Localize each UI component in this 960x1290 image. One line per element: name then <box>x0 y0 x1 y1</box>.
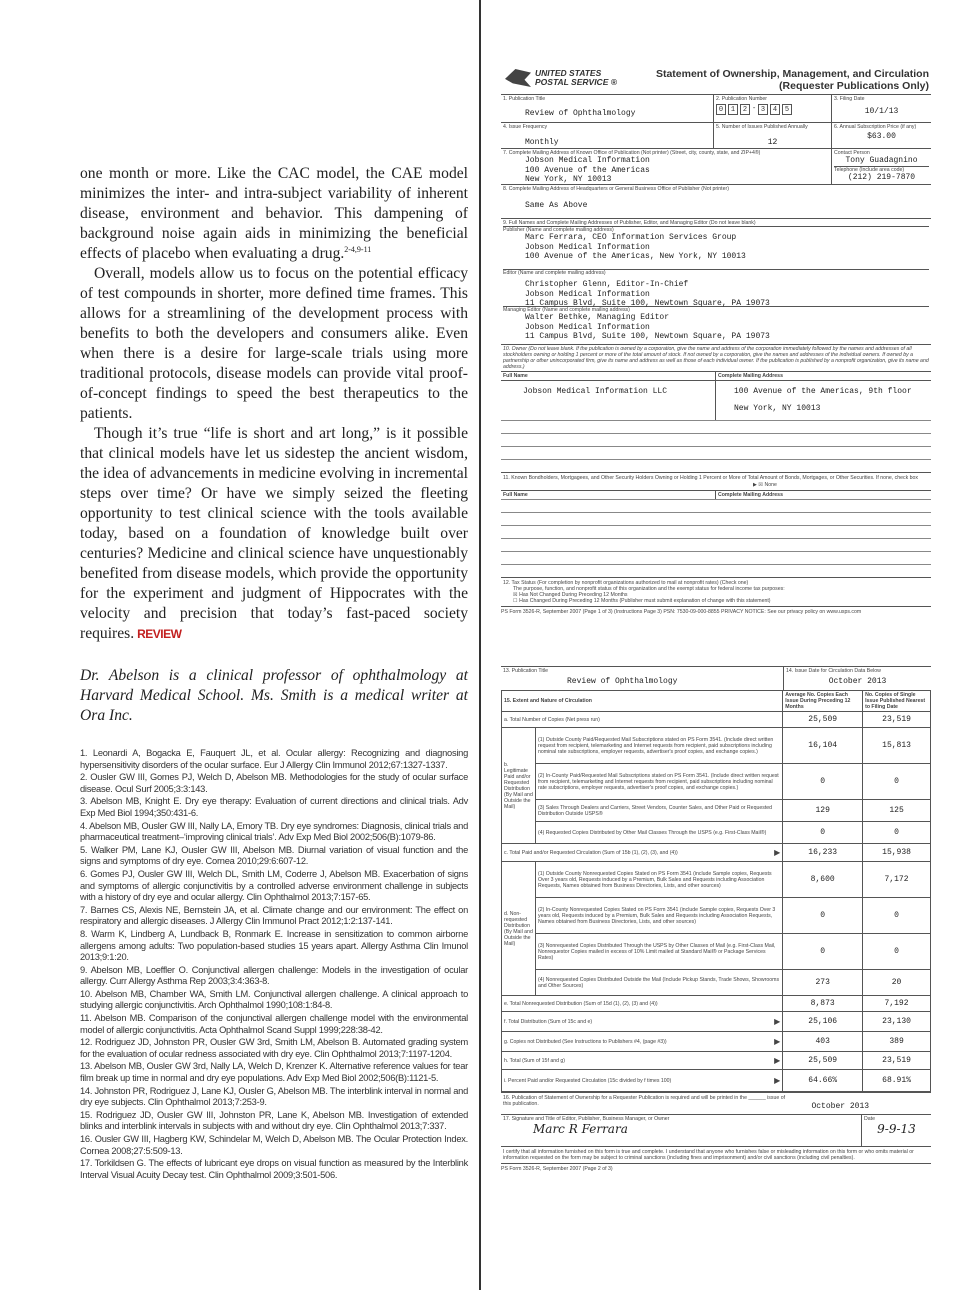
publication-number-digit: 5 <box>782 104 792 115</box>
circulation-value-single: 15,938 <box>863 844 931 862</box>
usps-logo: UNITED STATES POSTAL SERVICE ® <box>505 69 617 87</box>
circulation-row: f. Total Distribution (Sum of 15c and e) ▶ 25,106 23,130 <box>502 1012 931 1032</box>
signature-date: 9-9-13 <box>877 1122 916 1136</box>
circulation-value-single: 15,813 <box>863 728 931 764</box>
address-line: Jobson Medical Information <box>525 322 650 332</box>
publication-issue-value: October 2013 <box>811 1102 870 1111</box>
publication-number-digit: 2 <box>740 104 750 115</box>
address-line: Jobson Medical Information <box>525 289 650 299</box>
circulation-row: e. Total Nonrequested Distribution (Sum of 15d (1), (2), (3) and (4)) 8,873 7,192 <box>502 996 931 1012</box>
publication-number-digit: - <box>752 105 757 113</box>
circulation-value-single: 0 <box>863 898 931 934</box>
circulation-table: 15. Extent and Nature of Circulation Average No. Copies Each Issue During Preceding 12 Months No. Copies of Single Issue Published Nearest to Filing Date a. Total Number of Copies (Net press run) 25,509 23,519 b. Legitimate Paid and/or Requested Distribution (By Mail and Outside the Mail) (1) Outside County Paid/Requested Mail Subscriptions stated on PS Form 3541. (Include direct written request from recipient, telemarketing and Internet requests from recipient, paid subscriptions including nominal rate subscriptions, employer requests, advertiser's proof copies, and exchange copies.) 16,104 15,813 (2) In-County Paid/Requested Mail Subscriptions stated on PS Form 3541. (Include direct written request from recipient, telemarketing and Internet requests from recipient, paid subscriptions including nominal rate subscriptions, employer requests, advertiser's proof copies, and exchange copies.) 0 0 (3) Sales Through Dealers and Carriers, Street Vendors, Counter Sales, and Other Paid or Requested Distribution Outside USPS® 129 125 (4) Requested Copies Distributed by Other Mail Classes Through the USPS (e.g. First-Class Mail®) 0 0 c. Total Paid and/or Requested Circulation (Sum of 15b (1), (2), (3), and (4)) ▶ 16,233 15,938 d. Non-requested Distribution (By Mail and Outside the Mail) (1) Outside County Nonrequested Copies Stated on PS Form 3541 (include Sample copies, Requests Over 3 years old, Requests induced by a Premium, Bulk Sales and Requests including Association Requests, Names obtained from Business Directories, Lists, and other sources) 8,600 7,172 (2) In-County Nonrequested Copies Stated on PS Form 3541 (include Sample copies, Requests Over 3 years old, Requests induced by a Premium, Bulk Sales and Requests including Association Requests, Names obtained from Business Directories, Lists, and other sources) 0 0 (3) Nonrequested Copies Distributed Through the USPS by Other Classes of Mail (e.g. First-Class Mail, Nonrequestor Copies mailed in excess of 10% Limit mailed at Standard Mail® or Package Services Rates) 0 0 (4) Nonrequested Copies Distributed Outside the Mail (Include Pickup Stands, Trade Shows, Showrooms and Other Sources) 273 20 e. Total Nonrequested Distribution (Sum of 15d (1), (2), (3) and (4)) 8,873 7,192 f. Total Distribution (Sum of 15c and e) ▶ 25,106 23,130 g. Copies not Distributed (See Instructions to Publishers #4, (page #3)) ▶ 403 389 h. Total (Sum of 15f and g) ▶ 25,509 23,519 i. Percent Paid and/or Requested Circulation (15c divided by f times 100) ▶ 64.66% 68.91% <box>501 690 931 1092</box>
reference-item: 8. Warm K, Lindberg A, Lundback B, Ronmark E. Increase in sensitization to common airborne allergens among adults: Two population-based studies 15 years apart. Allergy Asthma Clin Imunol 2013;9:1:20. <box>80 928 468 963</box>
circulation-value-single: 7,192 <box>863 996 931 1012</box>
circulation-value-single: 0 <box>863 764 931 800</box>
arrow-icon: ▶ <box>774 1075 781 1085</box>
address-line: 11 Campus Blvd, Suite 100, Newtown Square, PA 19073 <box>525 299 770 308</box>
circulation-row: (4) Requested Copies Distributed by Other Mail Classes Through the USPS (e.g. First-Class Mail®) 0 0 <box>502 822 931 844</box>
circulation-value-avg: 8,600 <box>783 862 863 898</box>
reference-item: 1. Leonardi A, Bogacka E, Fauquert JL, et al. Ocular allergy: Recognizing and diagnosing hypersensitivity disorders of the ocular surface. Eur J Allergy Clin Immunol 2012;67:1327-1337. <box>80 748 468 770</box>
form-footer-2: PS Form 3526-R, September 2007 (Page 2 of 3) <box>501 1166 613 1172</box>
citation-superscript: 2-4,9-11 <box>344 244 372 254</box>
address-line: Marc Ferrara, CEO Information Services Group <box>525 233 737 242</box>
reference-item: 13. Abelson MB, Ousler GW 3rd, Nally LA, Welch D, Krenzer K. Alternative reference values for tear film break up time in normal and dry eye populations. Adv Exp Med Biol 2002;506(B):1121-5. <box>80 1061 468 1084</box>
circulation-value-avg: 16,104 <box>783 728 863 764</box>
publication-title-value: Review of Ophthalmology <box>525 109 636 118</box>
signature: Marc R Ferrara <box>533 1122 628 1136</box>
reference-item: 6. Gomes PJ, Ousler GW III, Welch DL, Smith LM, Coderre J, Abelson MB. Exacerbation of signs and symptoms of allergic conjunctivitis by a controlled adverse environment challenge in subjects with a history of dry eye and ocular allergy. Clin Ophthalmol 2013;7:157-65. <box>80 868 468 903</box>
circulation-value-avg: 16,233 <box>783 844 863 862</box>
circulation-value-avg: 273 <box>783 970 863 996</box>
circulation-value-avg: 8,873 <box>783 996 863 1012</box>
publication-number-digit: 0 <box>716 104 726 115</box>
article-column <box>80 164 468 1182</box>
circulation-value-avg: 0 <box>783 764 863 800</box>
circulation-row: (2) In-County Paid/Requested Mail Subscriptions stated on PS Form 3541. (Include direct written request from recipient, telemarketing and Internet requests from recipient, paid subscriptions including nominal rate subscriptions, employer requests, advertiser's proof copies, and exchange copies.) 0 0 <box>502 764 931 800</box>
circulation-value-single: 389 <box>863 1032 931 1052</box>
circulation-value-single: 23,519 <box>863 712 931 728</box>
reference-item: 2. Ousler GW III, Gomes PJ, Welch D, Abelson MB. Methodologies for the study of ocular surface disease. Ocul Surf 2005;3:3:143. <box>80 772 468 794</box>
circulation-value-single: 0 <box>863 822 931 844</box>
reference-item: 12. Rodriguez JD, Johnston PR, Ousler GW 3rd, Smith LM, Abelson B. Automated grading system for the evaluation of ocular redness associated with dry eye. Clin Ophthalmol 2013;7:1197-1204. <box>80 1037 468 1059</box>
circulation-row: c. Total Paid and/or Requested Circulation (Sum of 15b (1), (2), (3), and (4)) ▶ 16,233 15,938 <box>502 844 931 862</box>
circulation-row: (3) Sales Through Dealers and Carriers, Street Vendors, Counter Sales, and Other Paid or Requested Distribution Outside USPS® 129 125 <box>502 800 931 822</box>
eagle-icon <box>505 69 531 87</box>
circulation-value-avg: 64.66% <box>783 1070 863 1092</box>
arrow-icon: ▶ <box>774 1036 781 1046</box>
circulation-value-avg: 25,106 <box>783 1012 863 1032</box>
publication-number-digit: 1 <box>728 104 738 115</box>
address-line: Jobson Medical Information <box>525 156 650 165</box>
address-line: New York, NY 10013 <box>525 175 612 184</box>
owner-name: Jobson Medical Information LLC <box>523 387 668 396</box>
circulation-value-avg: 0 <box>783 898 863 934</box>
circulation-value-single: 125 <box>863 800 931 822</box>
circulation-value-single: 7,172 <box>863 862 931 898</box>
form-title: Statement of Ownership, Management, and Circulation (Requester Publications Only) <box>655 68 929 92</box>
circulation-value-avg: 403 <box>783 1032 863 1052</box>
reference-item: 17. Torkildsen G. The effects of lubricant eye drops on visual function as measured by the Interblink Interval Visual Acuity Decay test. Clin Ophthalmol 2009;3:501-506. <box>80 1158 468 1180</box>
circulation-row: (4) Nonrequested Copies Distributed Outside the Mail (Include Pickup Stands, Trade Shows, Showrooms and Other Sources) 273 20 <box>502 970 931 996</box>
reference-item: 3. Abelson MB, Knight E. Dry eye therapy: Evaluation of current directions and clinical trials. Adv Exp Med Biol 1994;350:431-6. <box>80 796 468 818</box>
reference-item: 7. Barnes CS, Alexis NE, Bernstein JA, et al. Climate change and our environment: The effect on respiratory and allergic diseases. J Allergy Clin Immunol Pract 2012;1:2:137-141. <box>80 904 468 927</box>
paragraph-1: one month or more. Like the CAC model, the CAE model minimizes the inter- and intra-subject variability of inherent disease, environment and behavior. This dampening of background noise again aids in minimizing the beneficial effects of placebo when evaluating a drug.$^{2-4,9-11}$ <box>80 165 468 262</box>
paragraph-3: Though it’s true “life is short and art long,” is it possible that clinical models have let us sidestep the ancient wisdom, the idea of advancements in medicine evolving in incremental steps over time? Or have we simply seized the fleeting opportunity to test clinical science with the tools available today, based on a foundation of knowledge built over centuries? Medicine and clinical science have unquestionably benefited from disease models, which provide the opportunity for the experiment and judgment of Hippocrates with the velocity and precision that today’s fast-paced society requires. REVIEW <box>80 425 468 642</box>
circulation-value-single: 23,519 <box>863 1052 931 1070</box>
tax-status-option-1: ☒ Has Not Changed During Preceding 12 Months <box>513 592 628 598</box>
circulation-row: (2) In-County Nonrequested Copies Stated on PS Form 3541 (include Sample copies, Requests Over 3 years old, Requests induced by a Premium, Bulk Sales and Requests including Association Requests, Names obtained from Business Directories, Lists, and other sources) 0 0 <box>502 898 931 934</box>
form-footer: PS Form 3526-R, September 2007 (Page 1 of 3) (Instructions Page 3) PSN: 7530-09-000-8855 PRIVACY NOTICE: See our privacy policy on www.usps.com <box>501 609 862 615</box>
reference-item: 11. Abelson MB. Comparison of the conjunctival allergen challenge model with the environmental model of allergic conjunctivitis. Acta Ophthalmol Scand Suppl 1999;228:38-42. <box>80 1013 468 1035</box>
circulation-row: i. Percent Paid and/or Requested Circulation (15c divided by f times 100) ▶ 64.66% 68.91% <box>502 1070 931 1092</box>
address-line: 100 Avenue of the Americas, New York, NY 10013 <box>525 252 746 261</box>
publication-number-boxes <box>716 104 829 115</box>
reference-item: 5. Walker PM, Lane KJ, Ousler GW III, Abelson MB. Diurnal variation of visual function and the signs and symptoms of dry eye. Cornea 2010;29:6:607-12. <box>80 844 468 867</box>
circulation-value-avg: 129 <box>783 800 863 822</box>
ownership-statement-page-2: 13. Publication Title Review of Ophthalmology 14. Issue Date for Circulation Data Below October 2013 15. Extent and Nature of Circulation Average No. Copies Each Issue During Preceding 12 Months No. Copies of Single Issue Published Nearest to Filing Date a. Total Number of Copies (Net press run) 25,509 23,519 b. Legitimate Paid and/or Requested Distribution (By Mail and Outside the Mail) (1) Outside County Paid/Requested Mail Subscriptions stated on PS Form 3541. (Include direct written request from recipient, telemarketing and Internet requests from recipient, paid subscriptions including nominal rate subscriptions, employer requests, advertiser's proof copies, and exchange copies.) 16,104 15,813 (2) In-County Paid/Requested Mail Subscriptions stated on PS Form 3541. (Include direct written request from recipient, telemarketing and Internet requests from recipient, paid subscriptions including nominal rate subscriptions, employer requests, advertiser's proof copies, and exchange copies.) 0 0 (3) Sales Through Dealers and Carriers, Street Vendors, Counter Sales, and Other Paid or Requested Distribution Outside USPS® 129 125 (4) Requested Copies Distributed by Other Mail Classes Through the USPS (e.g. First-Class Mail®) 0 0 c. Total Paid and/or Requested Circulation (Sum of 15b (1), (2), (3), and (4)) ▶ 16,233 15,938 d. Non-requested Distribution (By Mail and Outside the Mail) (1) Outside County Nonrequested Copies Stated on PS Form 3541 (include Sample copies, Requests Over 3 years old, Requests induced by a Premium, Bulk Sales and Requests including Association Requests, Names obtained from Business Directories, Lists, and other sources) 8,600 7,172 (2) In-County Nonrequested Copies Stated on PS Form 3541 (include Sample copies, Requests Over 3 years old, Requests induced by a Premium, Bulk Sales and Requests including Association Requests, Names obtained from Business Directories, Lists, and other sources) 0 0 (3) Nonrequested Copies Distributed Through the USPS by Other Classes of Mail (e.g. First-Class Mail, Nonrequestor Copies mailed in excess of 10% Limit mailed at Standard Mail® or Package Services Rates) 0 0 (4) Nonrequested Copies Distributed Outside the Mail (Include Pickup Stands, Trade Shows, Showrooms and Other Sources) 273 20 e. Total Nonrequested Distribution (Sum of 15d (1), (2), (3) and (4)) 8,873 7,192 f. Total Distribution (Sum of 15c and e) ▶ 25,106 23,130 g. Copies not Distributed (See Instructions to Publishers #4, (page #3)) ▶ 403 389 h. Total (Sum of 15f and g) ▶ 25,509 23,519 i. Percent Paid and/or Requested Circulation (15c divided by f times 100) ▶ 64.66% 68.91% 16. Publication of Statement of Ownership for a Requester Publication is required and will be printed in the ______ issue of this publication. October 2013 17. Signature and Title of Editor, Publisher, Business Manager, or Owner Marc R Ferrara Date 9-9-13 I certify that all information furnished on this form is true and complete. I understand that anyone who furnishes false or misleading information on this form or who omits material or information requested on the form may be subject to criminal sanctions (including fines and imprisonment) and/or civil sanctions (including civil penalties). PS Form 3526-R, September 2007 (Page 2 of 3) <box>501 666 931 1236</box>
address-line: 11 Campus Blvd, Suite 100, Newtown Square, PA 19073 <box>525 332 770 341</box>
circulation-value-single: 0 <box>863 934 931 970</box>
arrow-icon: ▶ <box>774 1055 781 1065</box>
circulation-value-avg: 0 <box>783 934 863 970</box>
address-line: Walter Bethke, Managing Editor <box>525 313 670 322</box>
reference-item: 10. Abelson MB, Chamber WA, Smith LM. Conjunctival allergen challenge. A clinical approach to studying allergic conjunctivitis. Arch Ophthalmol 1990;108:1:84-8. <box>80 988 468 1011</box>
circulation-row: b. Legitimate Paid and/or Requested Distribution (By Mail and Outside the Mail) (1) Outside County Paid/Requested Mail Subscriptions stated on PS Form 3541. (Include direct written request from recipient, telemarketing and Internet requests from recipient, paid subscriptions including nominal rate subscriptions, employer requests, advertiser's proof copies, and exchange copies.) 16,104 15,813 <box>502 728 931 764</box>
reference-list <box>80 748 468 1181</box>
reference-item: 9. Abelson MB, Loeffler O. Conjunctival allergen challenge: Models in the investigation of ocular allergy. Curr Allergy Asthma Rep 2003;3:4:363-8. <box>80 964 468 987</box>
circulation-value-single: 68.91% <box>863 1070 931 1092</box>
circulation-row: (3) Nonrequested Copies Distributed Through the USPS by Other Classes of Mail (e.g. First-Class Mail, Nonrequestor Copies mailed in excess of 10% Limit mailed at Standard Mail® or Package Services Rates) 0 0 <box>502 934 931 970</box>
reference-item: 16. Ousler GW III, Hagberg KW, Schindelar M, Welch D, Abelson MB. The Ocular Protection Index. Cornea 2008;27:5:509-13. <box>80 1134 468 1156</box>
arrow-icon: ▶ <box>774 847 781 857</box>
circulation-row: a. Total Number of Copies (Net press run) 25,509 23,519 <box>502 712 931 728</box>
reference-item: 14. Johnston PR, Rodriguez J, Lane KJ, Ousler G, Abelson MB. The interblink interval in normal and dry eye subjects. Clin Ophthalmol 2013;7:253-9. <box>80 1085 468 1108</box>
column-divider <box>479 0 481 1290</box>
circulation-value-avg: 25,509 <box>783 712 863 728</box>
reference-item: 4. Abelson MB, Ousler GW III, Nally LA, Emory TB. Dry eye syndromes: Diagnosis, clinical trials and pharmaceutical treatment–‘improving clinical trials’. Adv Exp Med Biol 2002;506(B):1079-86. <box>80 820 468 843</box>
ownership-statement-page-1: UNITED STATES POSTAL SERVICE ® Statement of Ownership, Management, and Circulation (Requester Publications Only) 1. Publication Title Review of Ophthalmology 2. Publication Number 0 1 2 - 3 4 5 3. Filing Date 10/1/13 4. Issue Frequency Monthly 5. Number of Issues Published Annually 12 6. Annual Subscription Price (if any) $63.00 7. Complete Mailing Address of Known Office of Publication (Not printer) (Street, city, county, state, and ZIP+4®) Jobson Medical Information 100 Avenue of the Americas New York, NY 10013 Contact Person Tony Guadagnino Telephone (Include area code) (212) 219-7870 8. Complete Mailing Address of Headquarters or General Business Office of Publisher (Not printer) Same As Above 9. Full Names and Complete Mailing Addresses of Publisher, Editor, and Managing Editor (Do not leave blank) Publisher (Name and complete mailing address) Marc Ferrara, CEO Information Services Group Jobson Medical Information 100 Avenue of the Americas, New York, NY 10013 Editor (Name and complete mailing address) Christopher Glenn, Editor-In-Chief Jobson Medical Information 11 Campus Blvd, Suite 100, Newtown Square, PA 19073 Managing Editor (Name and complete mailing address) Walter Bethke, Managing Editor Jobson Medical Information 11 Campus Blvd, Suite 100, Newtown Square, PA 19073 10. Owner (Do not leave blank. If the publication is owned by a corporation, give the name and address of the corporation immediately followed by the names and addresses of all stockholders owning or holding 1 percent or more of the total amount of stock. If not owned by a corporation, give the names and addresses of the individual owners. If owned by a partnership or other unincorporated firm, give its name and address as well as those of each individual owner. If the publication is published by a nonprofit organization, give its name and address.) Full Name Complete Mailing Address Jobson Medical Information LLC 100 Avenue of the Americas, 9th floor New York, NY 10013 11. Known Bondholders, Mortgagees, and Other Security Holders Owning or Holding 1 Percent or More of Total Amount of Bonds, Mortgages, or Other Securities. If none, check box ▶ ☒ None Full Name Complete Mailing Address 12. Tax Status (For completion by nonprofit organizations authorized to mail at nonprofit rates) (Check one) The purpose, function, and nonprofit status of this organization and the exempt status for federal income tax purposes: ☒ Has Not Changed During Preceding 12 Months ☐ Has Changed During Preceding 12 Months (Publisher must submit explanation of change with this statement) PS Form 3526-R, September 2007 (Page 1 of 3) (Instructions Page 3) PSN: 7530-09-000-8855 PRIVACY NOTICE: See our privacy policy on www.usps.com <box>501 68 929 615</box>
author-bio: Dr. Abelson is a clinical professor of ophthalmology at Harvard Medical School. Ms. Smith is a medical writer at Ora Inc. <box>80 667 468 724</box>
circulation-value-avg: 25,509 <box>783 1052 863 1070</box>
address-line: Jobson Medical Information <box>525 242 650 252</box>
circulation-row: d. Non-requested Distribution (By Mail and Outside the Mail) (1) Outside County Nonrequested Copies Stated on PS Form 3541 (include Sample copies, Requests Over 3 years old, Requests induced by a Premium, Bulk Sales and Requests including Association Requests, Names obtained from Business Directories, Lists, and other sources) 8,600 7,172 <box>502 862 931 898</box>
circulation-value-avg: 0 <box>783 822 863 844</box>
publication-number-digit: 4 <box>770 104 780 115</box>
reference-item: 15. Rodriguez JD, Ousler GW III, Johnston PR, Lane K, Abelson MB. Investigation of extended blinks and interblink intervals in subjects with and without dry eye. Clin Ophthalmol 2013;7:337. <box>80 1109 468 1132</box>
tax-status-option-2: ☐ Has Changed During Preceding 12 Months (Publisher must submit explanation of change with this statement) <box>513 598 771 604</box>
arrow-icon: ▶ <box>774 1016 781 1026</box>
publication-number-digit: 3 <box>758 104 768 115</box>
review-end-mark: REVIEW <box>137 627 182 641</box>
circulation-row: g. Copies not Distributed (See Instructions to Publishers #4, (page #3)) ▶ 403 389 <box>502 1032 931 1052</box>
circulation-value-single: 23,130 <box>863 1012 931 1032</box>
circulation-row: h. Total (Sum of 15f and g) ▶ 25,509 23,519 <box>502 1052 931 1070</box>
address-line: 100 Avenue of the Americas <box>525 165 650 175</box>
paragraph-2: Overall, models allow us to focus on the potential efficacy of test compounds in shorter, more defined time frames. This allows for a streamlining of the development process with benefits to both the developers and consumers alike. Even when there is a desire for large-scale trials using more traditional protocols, disease models can provide vital proof-of-concept findings to speed the best therapeutics to the patients. <box>80 265 468 422</box>
address-line: Christopher Glenn, Editor-In-Chief <box>525 280 689 289</box>
circulation-value-single: 20 <box>863 970 931 996</box>
